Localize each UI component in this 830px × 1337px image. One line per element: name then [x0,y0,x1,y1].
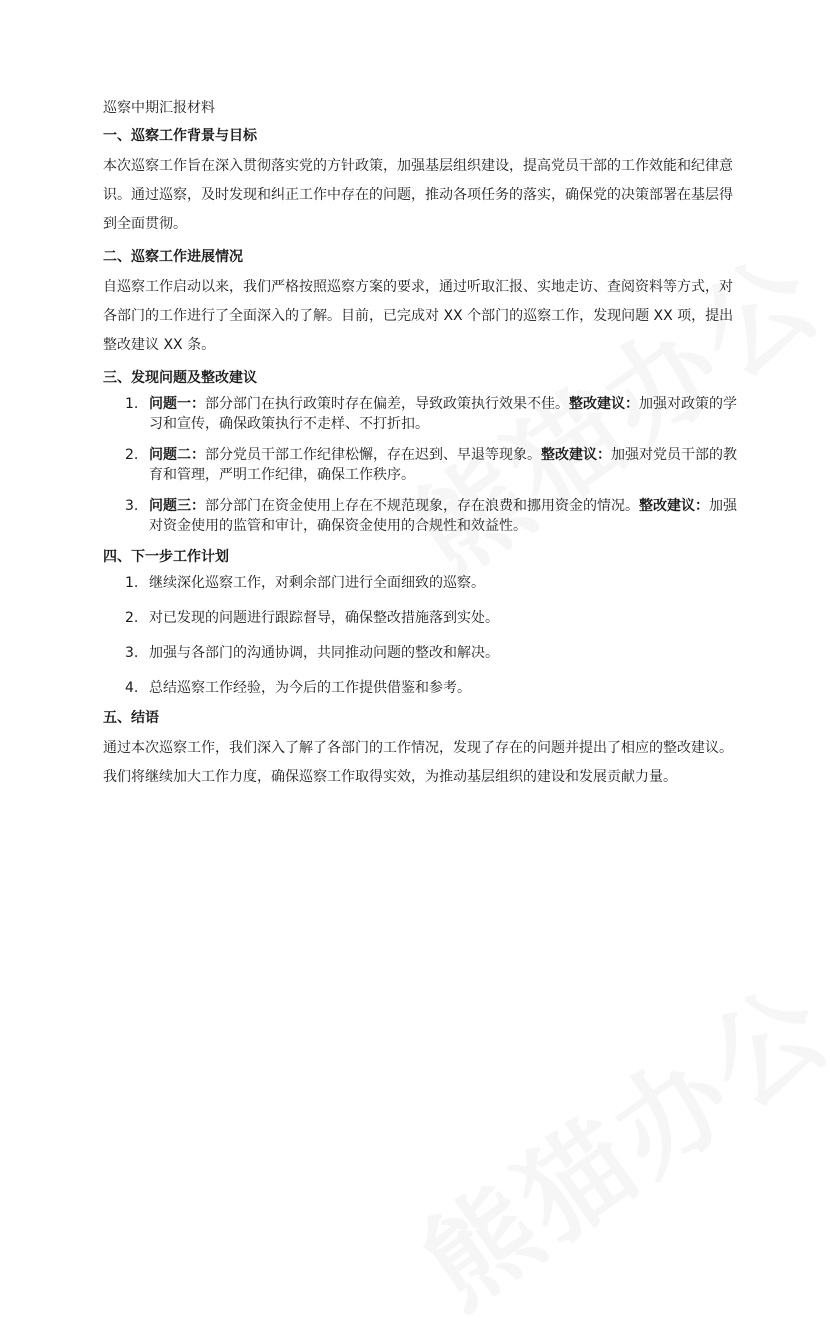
section-heading-plan: 四、下一步工作计划 [103,549,229,565]
paragraph-conclusion: 通过本次巡察工作，我们深入了解了各部门的工作情况，发现了存在的问题并提出了相应的整改建议。我们将继续加大工作力度，确保巡察工作取得实效，为推动基层组织的建设和发展贡献力量。 [103,740,733,785]
section-heading-issues: 三、发现问题及整改建议 [103,370,257,386]
list-number: 1. [125,396,139,412]
list-number: 4. [125,680,139,696]
issue-text: 部分部门在资金使用上存在不规范现象，存在浪费和挪用资金的情况。 [205,498,639,514]
plan-text: 总结巡察工作经验，为今后的工作提供借鉴和参考。 [149,680,471,696]
section-heading-progress: 二、巡察工作进展情况 [103,249,243,265]
issue-label: 问题二： [149,447,205,463]
issue-label: 问题一： [149,396,205,412]
suggestion-text: 加强对资金使用的监管和审计，确保资金使用的合规性和效益性。 [149,498,737,534]
issue-label: 问题三： [149,498,205,514]
plan-item [103,608,743,628]
list-number: 3. [125,498,139,514]
plan-list [103,573,743,698]
section-heading-background: 一、巡察工作背景与目标 [103,128,257,144]
issue-text: 部分党员干部工作纪律松懈，存在迟到、早退等现象。 [205,447,541,463]
plan-item [103,573,743,593]
plan-text: 对已发现的问题进行跟踪督导，确保整改措施落到实处。 [149,610,499,626]
list-number: 2. [125,447,139,463]
issue-item [103,496,743,536]
plan-text: 加强与各部门的沟通协调，共同推动问题的整改和解决。 [149,645,499,661]
issue-text: 部分部门在执行政策时存在偏差，导致政策执行效果不佳。 [205,396,569,412]
section-heading-conclusion: 五、结语 [103,710,159,726]
list-number: 3. [125,645,139,661]
list-number: 1. [125,575,139,591]
plan-text: 继续深化巡察工作，对剩余部门进行全面细致的巡察。 [149,575,485,591]
suggestion-text: 加强对党员干部的教育和管理，严明工作纪律，确保工作秩序。 [149,447,737,483]
suggestion-text: 加强对政策的学习和宣传，确保政策执行不走样、不打折扣。 [149,396,737,432]
paragraph-progress: 自巡察工作启动以来，我们严格按照巡察方案的要求，通过听取汇报、实地走访、查阅资料等方式，对各部门的工作进行了全面深入的了解。目前，已完成对 XX 个部门的巡察工作，发现问题 XX 项，提出整改建议 XX 条。 [103,279,734,353]
list-number: 2. [125,610,139,626]
suggestion-label: 整改建议： [569,396,639,412]
suggestion-label: 整改建议： [541,447,611,463]
issues-list [103,394,743,536]
issue-item [103,445,743,485]
issue-item [103,394,743,434]
plan-item [103,678,743,698]
paragraph-background: 本次巡察工作旨在深入贯彻落实党的方针政策，加强基层组织建设，提高党员干部的工作效能和纪律意识。通过巡察，及时发现和纠正工作中存在的问题，推动各项任务的落实，确保党的决策部署在基层得到全面贯彻。 [103,158,733,232]
suggestion-label: 整改建议： [639,498,709,514]
document-page [103,98,743,800]
watermark [387,941,830,1337]
document-title: 巡察中期汇报材料 [103,100,215,116]
plan-item [103,643,743,663]
